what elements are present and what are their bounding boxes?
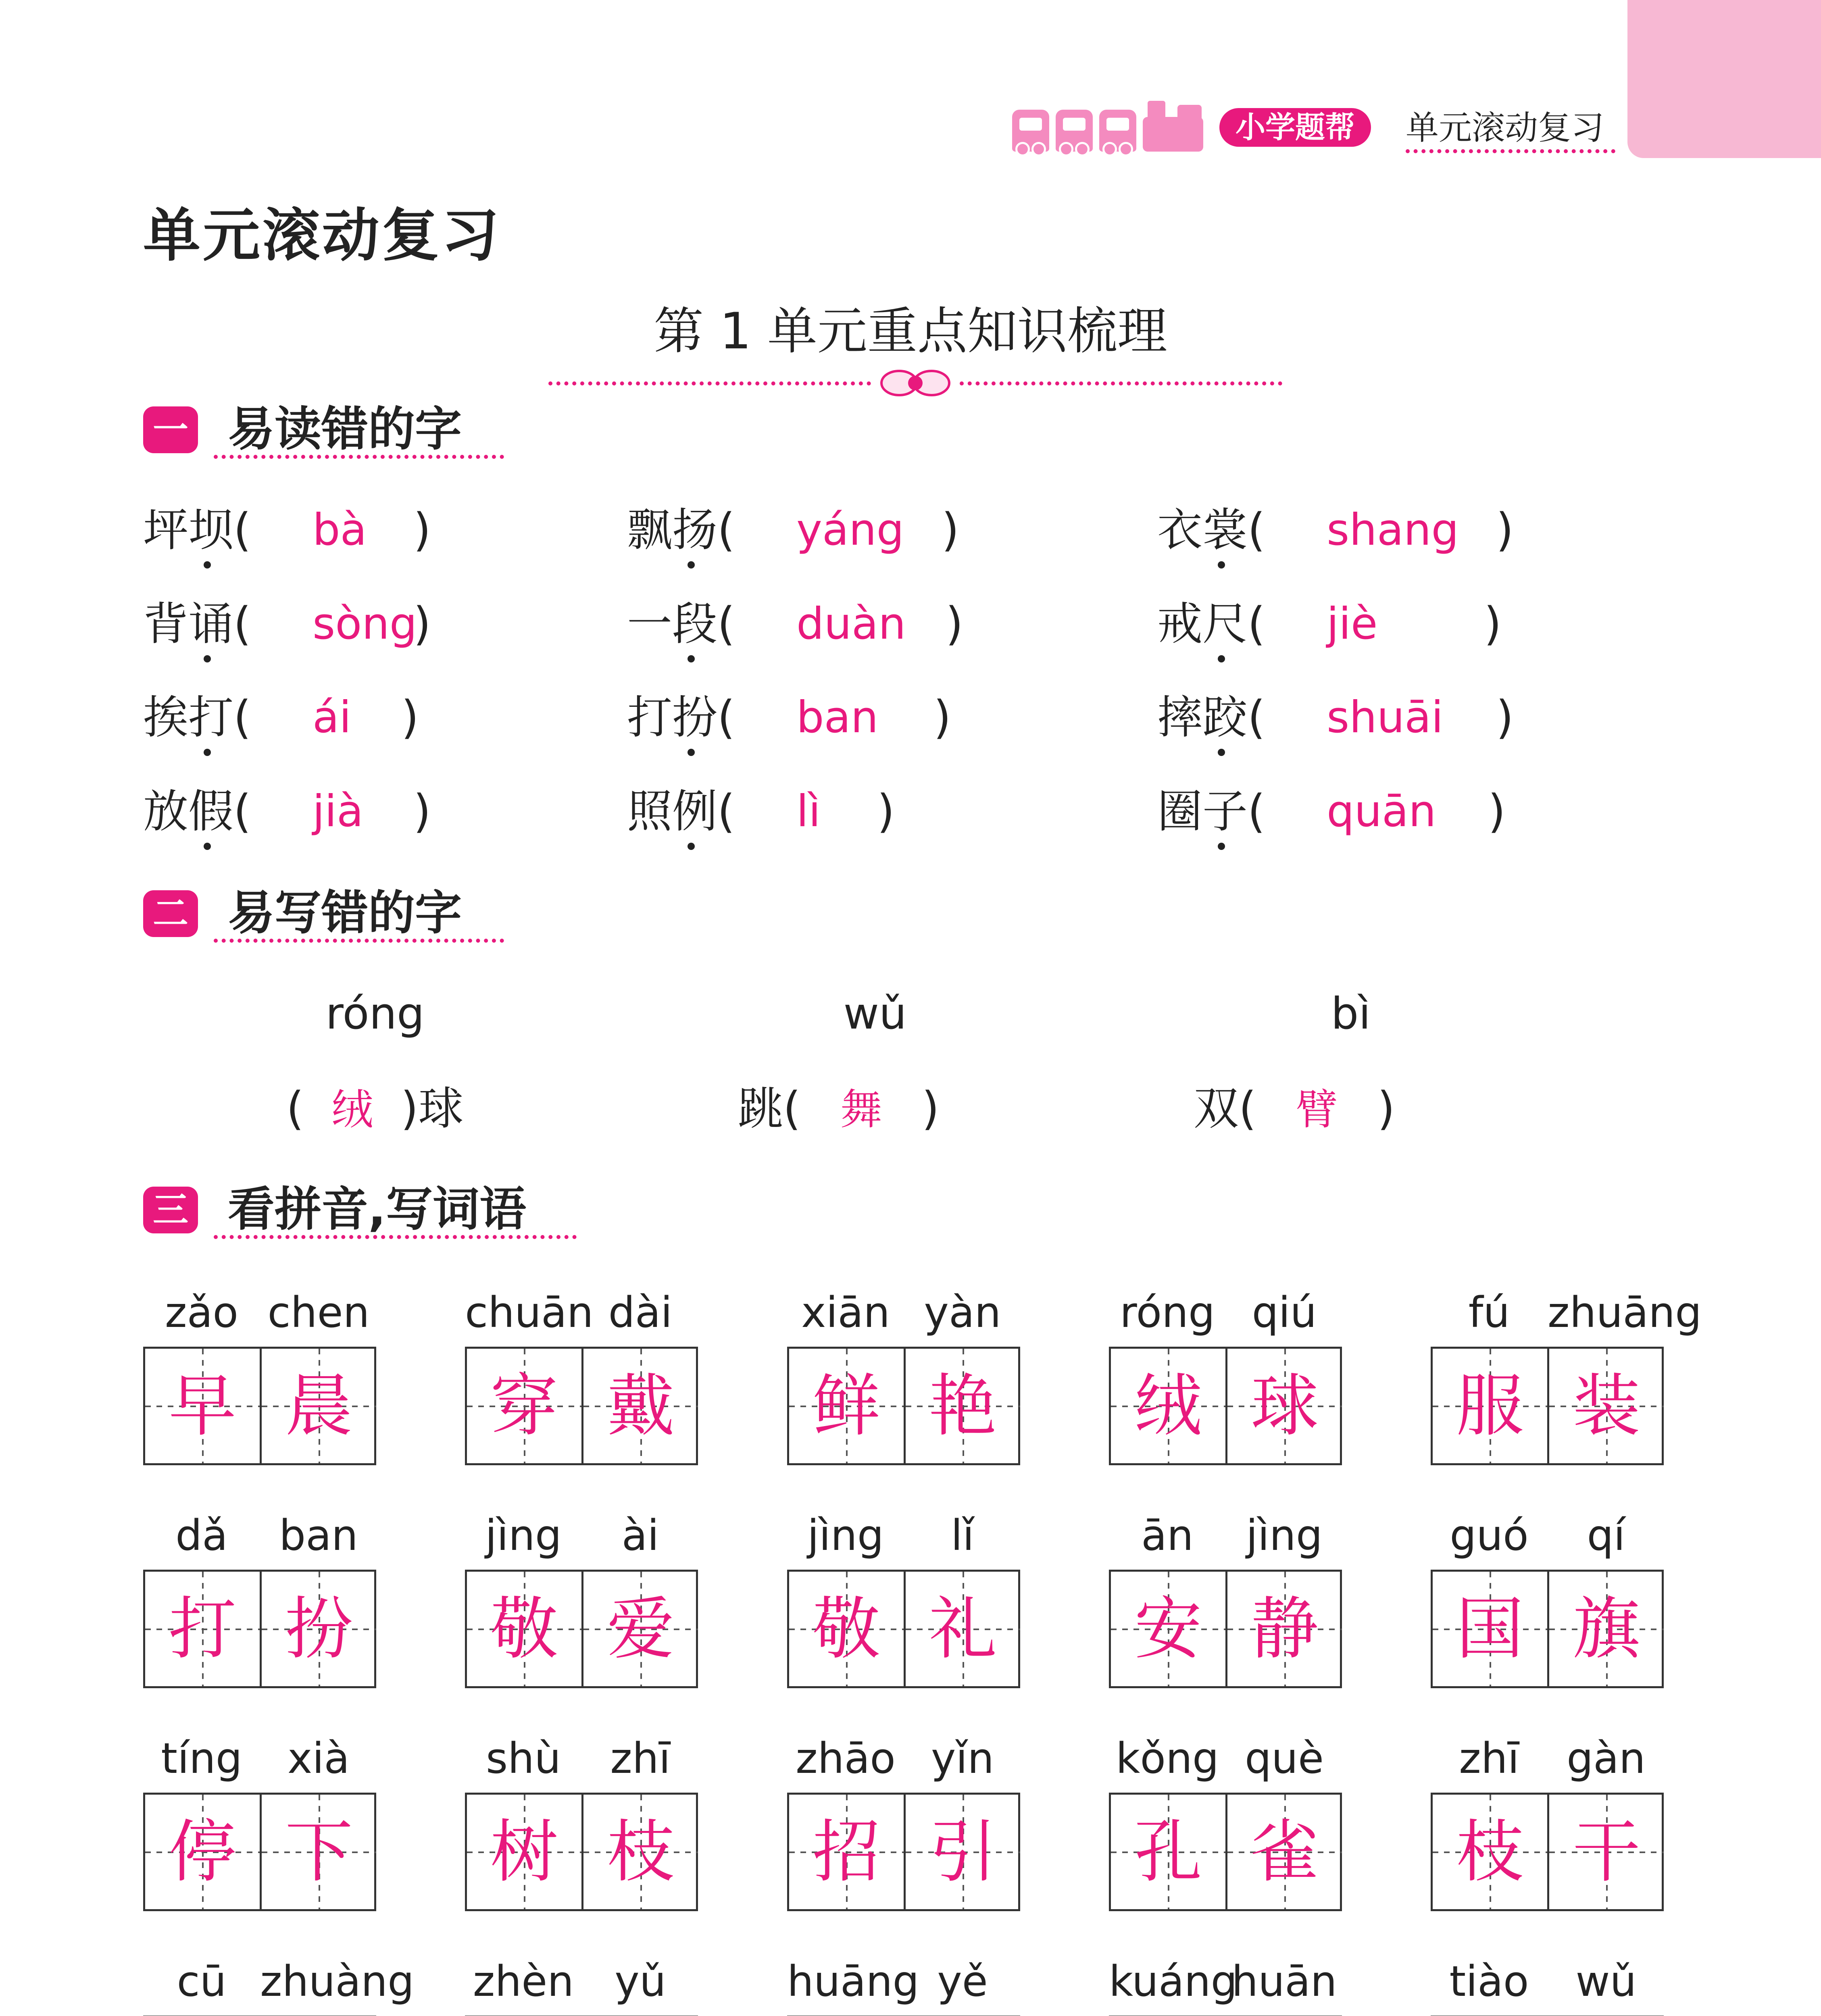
open-paren: ( xyxy=(717,691,735,744)
pinyin-1: jìng xyxy=(485,1511,562,1560)
char-answer: 招 xyxy=(813,1812,880,1891)
page-title: 单元滚动复习 xyxy=(143,202,501,269)
section-2-dotted-underline xyxy=(214,939,504,943)
pinyin-2: huān xyxy=(1231,1957,1337,2006)
emphasis-dot xyxy=(1218,561,1225,569)
write-suffix: ) xyxy=(1377,1083,1395,1135)
train-car-icon xyxy=(1099,110,1136,152)
pinyin-1: chuān xyxy=(465,1288,594,1337)
word-item xyxy=(1431,1282,1702,1508)
open-paren: ( xyxy=(233,785,251,838)
tian-grid xyxy=(787,1570,1020,1688)
pinyin-2: ban xyxy=(279,1511,358,1560)
pinyin-2: qiú xyxy=(1252,1288,1317,1337)
reading-item xyxy=(627,596,1071,652)
char-box xyxy=(581,1572,698,1686)
char-box xyxy=(1225,1572,1342,1686)
char-answer: 装 xyxy=(1573,1366,1640,1445)
write-suffix: )球 xyxy=(400,1083,464,1135)
pinyin-2: ài xyxy=(621,1511,659,1560)
pinyin-1: fú xyxy=(1468,1288,1510,1337)
write-answer: 臂 xyxy=(1296,1085,1338,1134)
word-item xyxy=(1109,1282,1343,1508)
char-box xyxy=(1225,1795,1342,1909)
reading-item xyxy=(143,596,587,652)
pinyin-1: xiān xyxy=(801,1288,890,1337)
pinyin-2: zhuàng xyxy=(260,1957,415,2006)
word-item xyxy=(143,1728,377,1954)
close-paren: ) xyxy=(401,691,419,744)
char-answer: 打 xyxy=(169,1589,236,1668)
reading-item xyxy=(1157,596,1601,652)
open-paren: ( xyxy=(717,598,735,650)
close-paren: ) xyxy=(1484,598,1502,650)
char-box xyxy=(260,1795,376,1909)
pinyin-1: jìng xyxy=(807,1511,884,1560)
char-answer: 旗 xyxy=(1573,1589,1640,1668)
tian-grid xyxy=(465,1570,698,1688)
pinyin-1: kuáng xyxy=(1109,1957,1238,2006)
char-box xyxy=(467,1349,581,1463)
word-pinyin xyxy=(465,1282,699,1343)
char-answer: 停 xyxy=(169,1812,236,1891)
close-paren: ) xyxy=(1488,785,1506,838)
tian-grid xyxy=(1431,1570,1664,1688)
close-paren: ) xyxy=(1496,504,1514,556)
char-box xyxy=(1433,1349,1547,1463)
char-box xyxy=(1547,1572,1664,1686)
char-answer: 服 xyxy=(1456,1366,1524,1445)
pinyin-1: dǎ xyxy=(175,1511,228,1560)
emphasis-dot xyxy=(1218,843,1225,850)
write-answer: 绒 xyxy=(331,1085,373,1134)
pinyin-1: róng xyxy=(1119,1288,1215,1337)
pinyin-1: zhāo xyxy=(796,1734,896,1783)
emphasis-dot xyxy=(688,749,695,756)
section-2-badge: 二 xyxy=(143,890,198,937)
reading-item xyxy=(1157,502,1601,558)
char-box xyxy=(1547,1349,1664,1463)
reading-answer: duàn xyxy=(796,599,906,649)
write-pinyin: róng xyxy=(325,989,425,1039)
close-paren: ) xyxy=(877,785,895,838)
pinyin-1: huāng xyxy=(787,1957,919,2006)
reading-word: 放假 xyxy=(143,785,233,838)
close-paren: ) xyxy=(933,691,951,744)
word-item xyxy=(1431,1728,1665,1954)
emphasis-dot xyxy=(688,655,695,662)
pinyin-1: ān xyxy=(1141,1511,1194,1560)
char-answer: 干 xyxy=(1573,1812,1640,1891)
char-answer: 戴 xyxy=(607,1366,675,1445)
reading-answer: yáng xyxy=(796,505,904,555)
reading-word: 摔跤 xyxy=(1157,691,1248,744)
write-item xyxy=(738,1081,939,1138)
reading-word: 飘扬 xyxy=(627,504,717,556)
pinyin-1: tiào xyxy=(1449,1957,1529,2006)
open-paren: ( xyxy=(233,598,251,650)
reading-answer: sòng xyxy=(313,599,417,649)
char-box xyxy=(260,1349,376,1463)
pinyin-2: chen xyxy=(267,1288,370,1337)
word-pinyin xyxy=(787,1282,1021,1343)
reading-word: 衣裳 xyxy=(1157,504,1248,556)
write-prefix: 双( xyxy=(1194,1083,1256,1135)
reading-answer: shang xyxy=(1327,505,1459,555)
train-car-icon xyxy=(1056,110,1093,152)
write-item xyxy=(1194,1081,1395,1138)
emphasis-dot xyxy=(1218,749,1225,756)
pinyin-1: guó xyxy=(1450,1511,1529,1560)
pinyin-2: zhī xyxy=(610,1734,671,1783)
header-bar xyxy=(1004,101,1625,157)
char-answer: 敬 xyxy=(813,1589,880,1668)
char-answer: 雀 xyxy=(1251,1812,1319,1891)
char-answer: 树 xyxy=(490,1812,558,1891)
word-item xyxy=(465,1951,699,2016)
open-paren: ( xyxy=(717,504,735,556)
reading-answer: ban xyxy=(796,692,879,743)
pinyin-1: zhèn xyxy=(473,1957,574,2006)
word-item xyxy=(143,1505,377,1731)
pinyin-2: yě xyxy=(937,1957,988,2006)
close-paren: ) xyxy=(413,785,431,838)
char-box xyxy=(1111,1572,1225,1686)
section-3-dotted-underline xyxy=(214,1235,577,1239)
tian-grid xyxy=(787,1793,1020,1911)
reading-item xyxy=(1157,689,1601,746)
open-paren: ( xyxy=(1248,785,1265,838)
close-paren: ) xyxy=(413,504,431,556)
reading-answer: lì xyxy=(796,786,821,837)
write-suffix: ) xyxy=(921,1083,940,1135)
char-answer: 引 xyxy=(929,1812,997,1891)
word-item xyxy=(1109,1951,1343,2016)
reading-word: 圈子 xyxy=(1157,785,1248,838)
char-box xyxy=(1225,1349,1342,1463)
char-box xyxy=(789,1795,904,1909)
write-item xyxy=(286,1081,463,1138)
word-pinyin xyxy=(1431,1282,1702,1343)
reading-item xyxy=(627,783,1071,840)
word-pinyin xyxy=(787,1505,1021,1566)
emphasis-dot xyxy=(688,561,695,569)
tian-grid xyxy=(787,1347,1020,1465)
reading-answer: jiè xyxy=(1327,599,1378,649)
pinyin-2: yǔ xyxy=(615,1957,666,2006)
char-answer: 下 xyxy=(285,1812,353,1891)
char-box xyxy=(1547,1795,1664,1909)
tian-grid xyxy=(1109,1570,1342,1688)
pinyin-1: zǎo xyxy=(165,1288,238,1337)
word-pinyin xyxy=(1109,1728,1343,1789)
word-item xyxy=(1431,1951,1665,2016)
char-answer: 礼 xyxy=(929,1589,997,1668)
char-box xyxy=(789,1572,904,1686)
char-answer: 国 xyxy=(1456,1589,1524,1668)
tian-grid xyxy=(1109,1347,1342,1465)
char-box xyxy=(145,1572,260,1686)
tian-grid xyxy=(143,1793,376,1911)
open-paren: ( xyxy=(717,785,735,838)
bow-icon xyxy=(879,367,952,399)
char-box xyxy=(467,1572,581,1686)
reading-word: 一段 xyxy=(627,598,717,650)
train-car-icon xyxy=(1012,110,1049,152)
word-item xyxy=(465,1505,699,1731)
reading-item xyxy=(627,689,1071,746)
char-answer: 晨 xyxy=(285,1366,353,1445)
write-prefix: 跳( xyxy=(738,1083,801,1135)
section-1-title: 易读错的字 xyxy=(228,402,462,456)
char-box xyxy=(1111,1795,1225,1909)
pinyin-2: zhuāng xyxy=(1548,1288,1702,1337)
char-answer: 早 xyxy=(169,1366,236,1445)
word-item xyxy=(787,1728,1021,1954)
corner-tab xyxy=(1627,0,1821,158)
word-pinyin xyxy=(787,1951,1021,2012)
pinyin-1: kǒng xyxy=(1116,1734,1219,1783)
char-answer: 安 xyxy=(1134,1589,1202,1668)
char-box xyxy=(581,1795,698,1909)
reading-item xyxy=(143,689,587,746)
reading-word: 戒尺 xyxy=(1157,598,1248,650)
word-item xyxy=(465,1282,699,1508)
reading-item xyxy=(627,502,1071,558)
reading-word: 背诵 xyxy=(143,598,233,650)
header-dotted-underline xyxy=(1406,149,1615,153)
word-item xyxy=(143,1282,377,1508)
pinyin-1: shù xyxy=(485,1734,561,1783)
word-pinyin xyxy=(1109,1951,1343,2012)
char-box xyxy=(789,1349,904,1463)
pinyin-2: gàn xyxy=(1567,1734,1646,1783)
word-pinyin xyxy=(143,1728,377,1789)
close-paren: ) xyxy=(413,598,431,650)
section-3-title: 看拼音,写词语 xyxy=(228,1182,527,1237)
emphasis-dot xyxy=(204,843,211,850)
reading-word: 坪坝 xyxy=(143,504,233,556)
word-item xyxy=(1109,1505,1343,1731)
pinyin-2: què xyxy=(1245,1734,1324,1783)
pinyin-2: yǐn xyxy=(931,1734,994,1783)
section-1-dotted-underline xyxy=(214,455,504,459)
char-answer: 艳 xyxy=(929,1366,997,1445)
word-item xyxy=(787,1505,1021,1731)
emphasis-dot xyxy=(204,655,211,662)
emphasis-dot xyxy=(688,843,695,850)
section-3-badge: 三 xyxy=(143,1187,198,1233)
open-paren: ( xyxy=(1248,598,1265,650)
word-pinyin xyxy=(787,1728,1021,1789)
char-answer: 穿 xyxy=(490,1366,558,1445)
train-engine-icon xyxy=(1143,101,1203,152)
char-box xyxy=(1433,1795,1547,1909)
char-box xyxy=(904,1572,1020,1686)
pinyin-2: lǐ xyxy=(951,1511,974,1560)
tian-grid xyxy=(465,1793,698,1911)
char-answer: 枝 xyxy=(1456,1812,1524,1891)
close-paren: ) xyxy=(946,598,963,650)
tian-grid xyxy=(143,1570,376,1688)
emphasis-dot xyxy=(204,561,211,569)
open-paren: ( xyxy=(1248,504,1265,556)
unit-heading: 第 1 单元重点知识梳理 xyxy=(654,302,1167,360)
char-box xyxy=(1433,1572,1547,1686)
word-pinyin xyxy=(143,1505,377,1566)
word-item xyxy=(787,1951,1021,2016)
open-paren: ( xyxy=(1248,691,1265,744)
tian-grid xyxy=(465,1347,698,1465)
emphasis-dot xyxy=(204,749,211,756)
word-pinyin xyxy=(465,1728,699,1789)
tian-grid xyxy=(143,1347,376,1465)
reading-word: 挨打 xyxy=(143,691,233,744)
pinyin-2: dài xyxy=(608,1288,673,1337)
char-box xyxy=(581,1349,698,1463)
section-1-badge: 一 xyxy=(143,406,198,453)
char-box xyxy=(1111,1349,1225,1463)
word-pinyin xyxy=(1431,1951,1665,2012)
char-answer: 爱 xyxy=(607,1589,675,1668)
reading-item xyxy=(143,783,587,840)
write-answer: 舞 xyxy=(840,1085,882,1134)
word-pinyin xyxy=(465,1951,699,2012)
word-pinyin xyxy=(143,1951,415,2012)
reading-item xyxy=(143,502,587,558)
char-box xyxy=(467,1795,581,1909)
reading-answer: jià xyxy=(313,786,364,837)
open-paren: ( xyxy=(233,691,251,744)
reading-answer: ái xyxy=(313,692,352,743)
tian-grid xyxy=(1109,1793,1342,1911)
char-answer: 敬 xyxy=(490,1589,558,1668)
pinyin-1: cū xyxy=(177,1957,227,2006)
word-item xyxy=(787,1282,1021,1508)
char-box xyxy=(145,1349,260,1463)
word-item xyxy=(1431,1505,1665,1731)
pinyin-2: qí xyxy=(1587,1511,1625,1560)
reading-item xyxy=(1157,783,1601,840)
heading-decoration xyxy=(548,367,1282,399)
word-item xyxy=(465,1728,699,1954)
reading-word: 打扮 xyxy=(627,691,717,744)
char-box xyxy=(904,1349,1020,1463)
word-pinyin xyxy=(1431,1728,1665,1789)
pinyin-2: yàn xyxy=(924,1288,1001,1337)
word-pinyin xyxy=(1109,1282,1343,1343)
char-answer: 绒 xyxy=(1134,1366,1202,1445)
reading-answer: shuāi xyxy=(1327,692,1444,743)
reading-answer: bà xyxy=(313,505,367,555)
char-answer: 球 xyxy=(1251,1366,1319,1445)
char-answer: 静 xyxy=(1251,1589,1319,1668)
pinyin-2: jìng xyxy=(1246,1511,1323,1560)
open-paren: ( xyxy=(233,504,251,556)
word-pinyin xyxy=(1109,1505,1343,1566)
char-box xyxy=(904,1795,1020,1909)
write-prefix: ( xyxy=(286,1083,304,1135)
tian-grid xyxy=(1431,1347,1664,1465)
pinyin-2: xià xyxy=(287,1734,350,1783)
section-2-title: 易写错的字 xyxy=(228,886,462,940)
char-answer: 鲜 xyxy=(813,1366,880,1445)
reading-answer: quān xyxy=(1327,786,1436,837)
char-box xyxy=(145,1795,260,1909)
write-pinyin: wǔ xyxy=(843,989,907,1039)
word-item xyxy=(1109,1728,1343,1954)
char-answer: 枝 xyxy=(607,1812,675,1891)
word-item xyxy=(143,1951,415,2016)
char-answer: 扮 xyxy=(285,1589,353,1668)
pinyin-2: wǔ xyxy=(1575,1957,1637,2006)
word-pinyin xyxy=(465,1505,699,1566)
word-pinyin xyxy=(143,1282,377,1343)
char-box xyxy=(260,1572,376,1686)
close-paren: ) xyxy=(942,504,959,556)
write-pinyin: bì xyxy=(1331,989,1371,1039)
reading-word: 照例 xyxy=(627,785,717,838)
header-section-title: 单元滚动复习 xyxy=(1406,109,1604,147)
brand-badge: 小学题帮 xyxy=(1219,108,1371,147)
word-pinyin xyxy=(1431,1505,1665,1566)
char-answer: 孔 xyxy=(1134,1812,1202,1891)
tian-grid xyxy=(1431,1793,1664,1911)
emphasis-dot xyxy=(1218,655,1225,662)
pinyin-1: zhī xyxy=(1459,1734,1519,1783)
pinyin-1: tíng xyxy=(161,1734,242,1783)
close-paren: ) xyxy=(1496,691,1514,744)
